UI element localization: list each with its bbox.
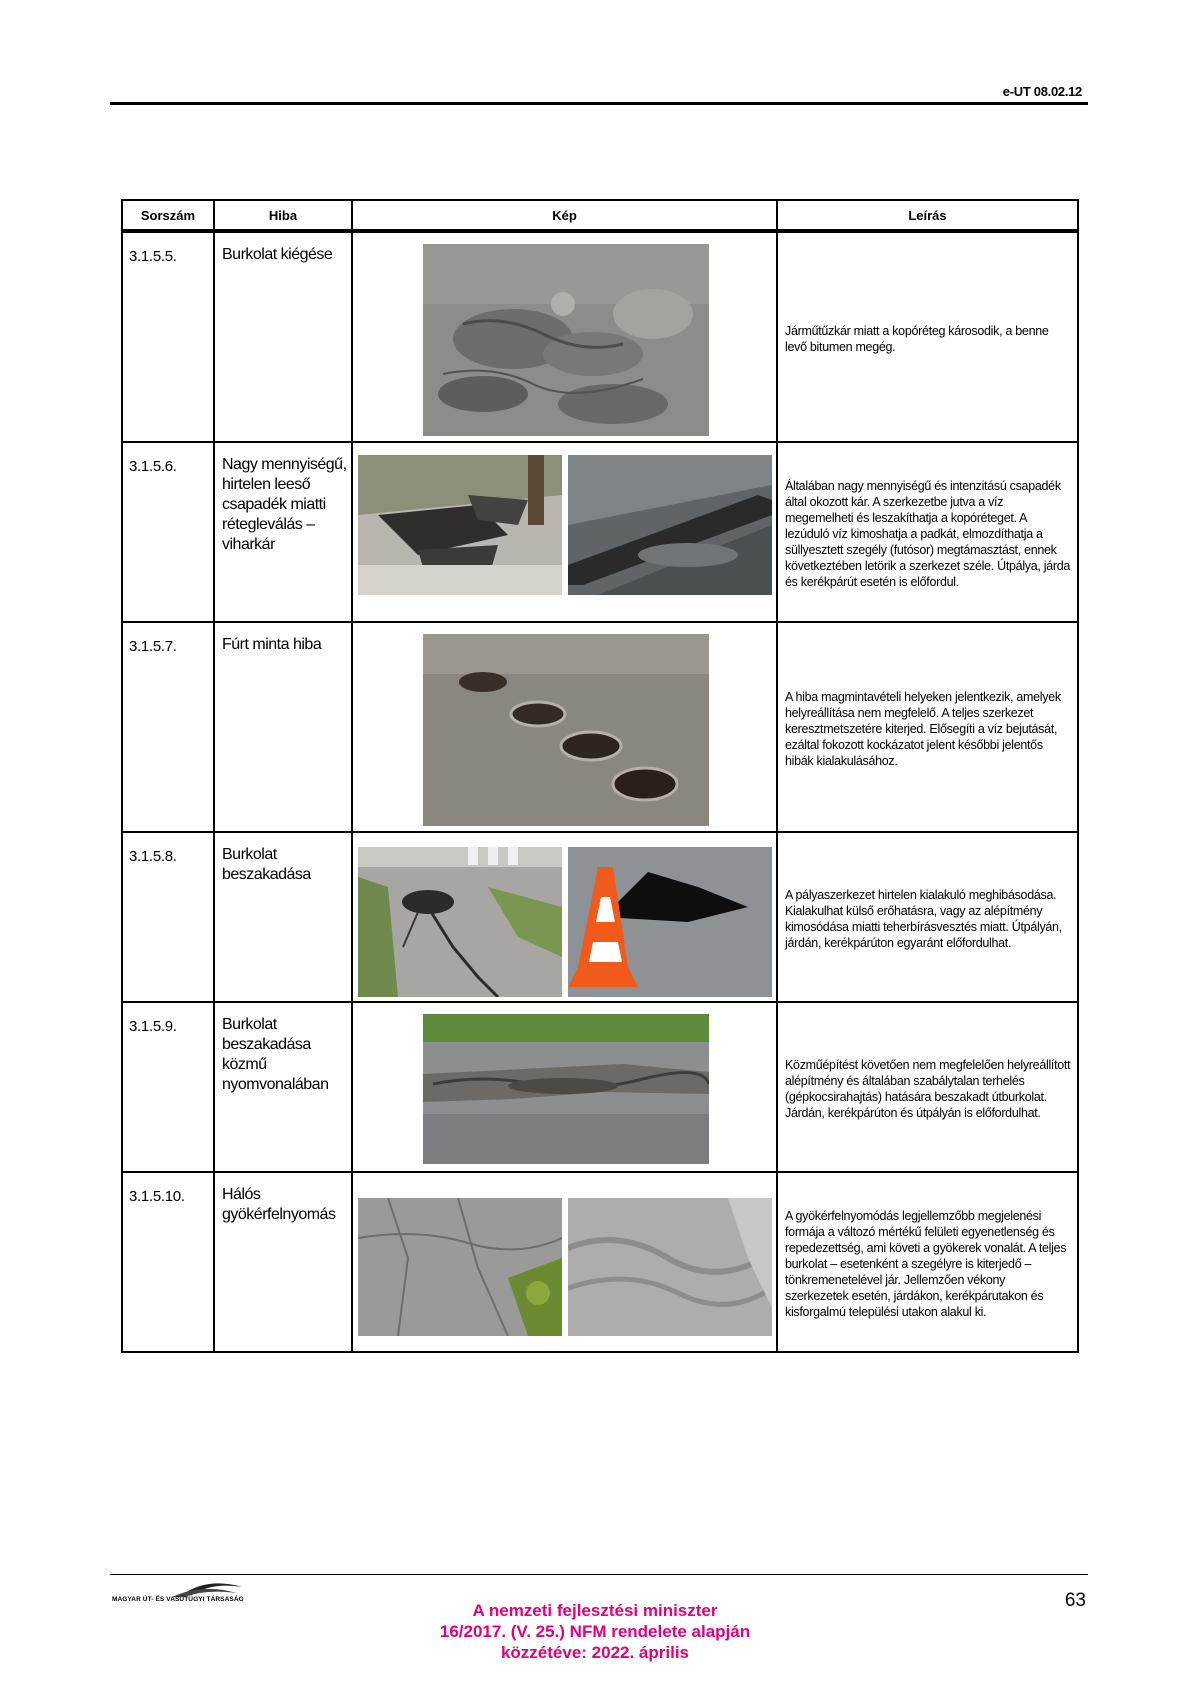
- utility-trench-collapse-photo: [423, 1014, 709, 1164]
- defect-name: Burkolat beszakadása: [214, 832, 352, 1002]
- image-cell: [352, 1172, 777, 1352]
- table-row: [122, 231, 1078, 442]
- table-row: [122, 1002, 1078, 1172]
- footer-rule: [110, 1574, 1088, 1575]
- core-sample-holes-photo: [423, 634, 709, 826]
- table-row: [122, 1172, 1078, 1352]
- publication-note: [380, 1600, 810, 1663]
- table-row: [122, 622, 1078, 832]
- row-number: 3.1.5.8.: [122, 832, 214, 1002]
- defect-description: A gyökérfelnyomódás legjellemzőbb megjelenési formája a változó mértékű felületi egyenetlenség és repedezettség, ami követi a gyökerek vonalát. A teljes burkolat – esetenként a szegélyre is kiterjedő – tönkremenetelével jár. Jellemzően vékony szerkezetek esetén, járdákon, kerékpárutakon és kisforgalmú települési utakon alakul ki.: [777, 1172, 1078, 1352]
- column-header-number: Sorszám: [122, 200, 214, 231]
- header-rule: [110, 102, 1088, 105]
- storm-damage-photo-right: [568, 455, 772, 595]
- defect-name: Fúrt minta hiba: [214, 622, 352, 832]
- page-number: 63: [1064, 1590, 1086, 1611]
- defect-name: Burkolat beszakadása közmű nyomvonalában: [214, 1002, 352, 1172]
- table-row: [122, 442, 1078, 622]
- image-cell: [352, 442, 777, 622]
- document-code: e-UT 08.02.12: [1002, 84, 1082, 99]
- publication-note-line: közzétéve: 2022. április: [500, 1643, 690, 1662]
- defect-description: A pályaszerkezet hirtelen kialakuló meghibásodása. Kialakulhat külső erőhatásra, vagy az alépítmény kimosódása miatti teherbírásvesztés miatt. Útpályán, járdán, kerékpárúton egyaránt előfordulhat.: [777, 832, 1078, 1002]
- row-number: 3.1.5.10.: [122, 1172, 214, 1352]
- publication-note-line: 16/2017. (V. 25.) NFM rendelete alapján: [439, 1622, 751, 1641]
- root-heave-photo-right: [568, 1198, 772, 1336]
- image-cell: [352, 1002, 777, 1172]
- defect-name: Burkolat kiégése: [214, 231, 352, 442]
- row-number: 3.1.5.6.: [122, 442, 214, 622]
- burnt-pavement-photo: [423, 244, 709, 436]
- root-heave-photo-left: [358, 1198, 562, 1336]
- column-header-defect: Hiba: [214, 200, 352, 231]
- defect-description: A hiba magmintavételi helyeken jelentkezik, amelyek helyreállítása nem megfelelő. A teljes szerkezet keresztmetszetére kiterjed. Elősegíti a víz bejutását, ezáltal fokozott kockázatot jelent későbbi jelentős hibák kialakulásához.: [777, 622, 1078, 832]
- table-row: [122, 832, 1078, 1002]
- pavement-collapse-photo-right: [568, 847, 772, 997]
- defect-name: Nagy mennyiségű, hirtelen leeső csapadék miatti rétegleválás – viharkár: [214, 442, 352, 622]
- defect-name: Hálós gyökérfelnyomás: [214, 1172, 352, 1352]
- row-number: 3.1.5.5.: [122, 231, 214, 442]
- defect-description: Közműépítést követően nem megfelelően helyreállított alépítmény és általában szabálytalan terhelés (gépkocsirahajtás) hatására beszakadt útburkolat. Járdán, kerékpárúton és útpályán is előfordulhat.: [777, 1002, 1078, 1172]
- image-cell: [352, 622, 777, 832]
- logo-text: MAGYAR ÚT- ÉS VASÚTÜGYI TÁRSASÁG: [112, 1596, 244, 1603]
- storm-damage-photo-left: [358, 455, 562, 595]
- defect-table: [121, 199, 1079, 1353]
- image-cell: [352, 231, 777, 442]
- defect-description: Általában nagy mennyiségű és intenzitású csapadék által okozott kár. A szerkezetbe jutva a víz megemelheti és leszakíthatja a kopóréteget. A lezúduló víz kimoshatja a padkát, elmozdíthatja a süllyesztett szegély (futósor) megtámasztást, ennek következtében letörik a szerkezet széle. Útpálya, járda és kerékpárút esetén is előfordul.: [777, 442, 1078, 622]
- image-cell: [352, 832, 777, 1002]
- row-number: 3.1.5.7.: [122, 622, 214, 832]
- column-header-image: Kép: [352, 200, 777, 231]
- column-header-description: Leírás: [777, 200, 1078, 231]
- table-header-row: [122, 200, 1078, 231]
- defect-description: Járműtűzkár miatt a kopóréteg károsodik, a benne levő bitumen megég.: [777, 231, 1078, 442]
- pavement-collapse-photo-left: [358, 847, 562, 997]
- publication-note-line: A nemzeti fejlesztési miniszter: [472, 1601, 718, 1620]
- row-number: 3.1.5.9.: [122, 1002, 214, 1172]
